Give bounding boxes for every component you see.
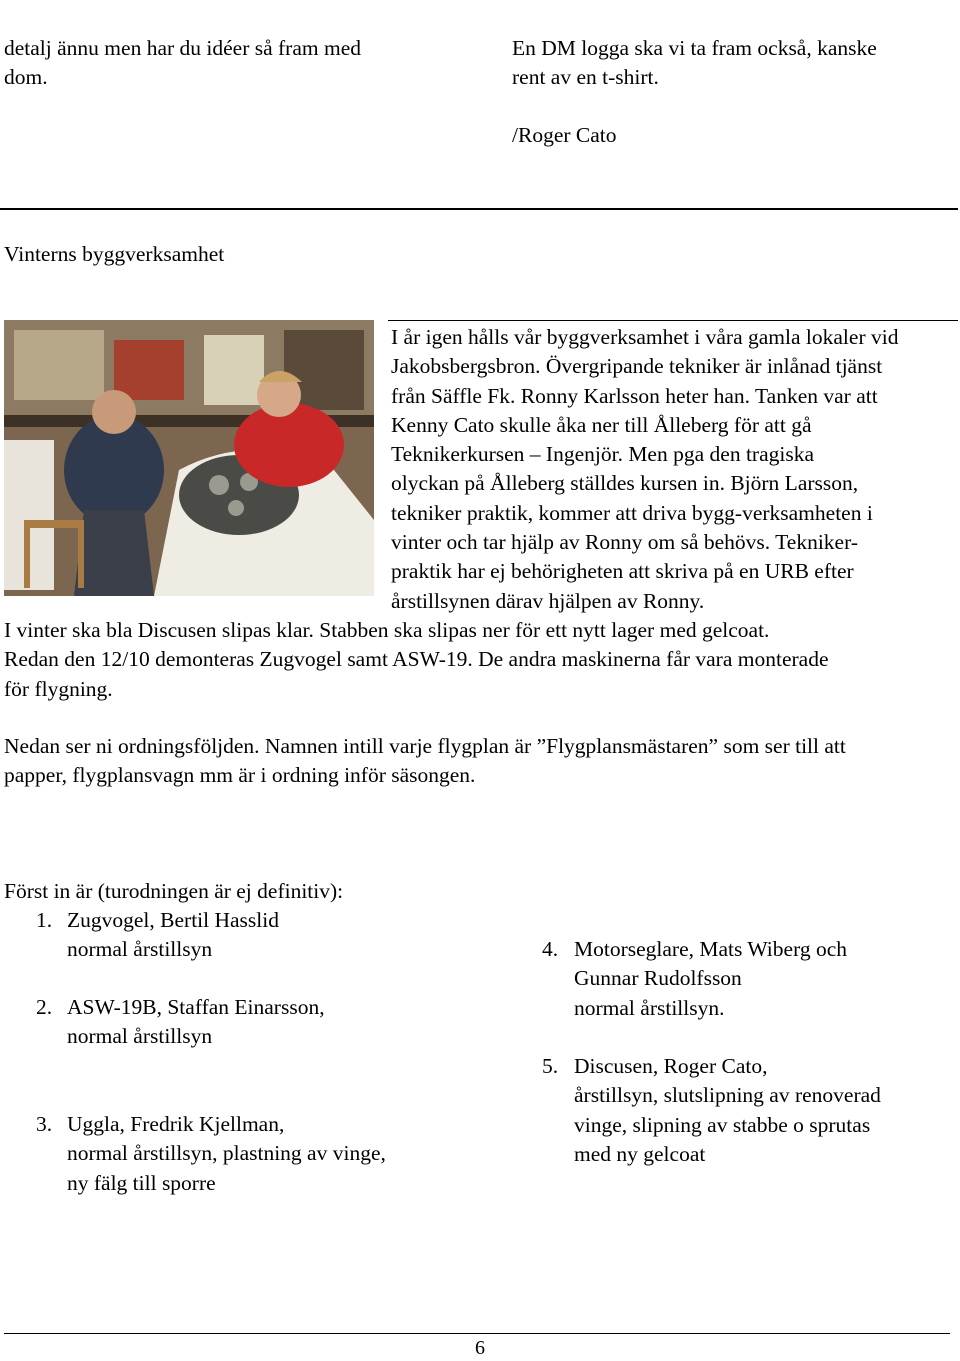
text-line: dom. <box>4 65 48 90</box>
article-right-column <box>391 323 898 616</box>
text-line: detalj ännu men har du idéer så fram med <box>4 36 361 60</box>
text-line: En DM logga ska vi ta fram också, kanske <box>512 36 877 60</box>
list-number: 1. <box>36 908 53 932</box>
article-rule <box>388 320 958 321</box>
workshop-photo <box>4 320 374 596</box>
text-line: Gunnar Rudolfsson <box>574 966 742 991</box>
footer-rule <box>4 1333 950 1334</box>
text-line: normal årstillsyn, plastning av vinge, <box>67 1141 386 1166</box>
text-line: praktik har ej behörigheten att skriva på en URB efter <box>391 559 854 584</box>
text-line: från Säffle Fk. Ronny Karlsson heter han. Tanken var att <box>391 383 878 408</box>
text-line: med ny gelcoat <box>574 1141 706 1166</box>
text-line: Motorseglare, Mats Wiberg och <box>574 937 848 961</box>
list-number: 4. <box>542 937 559 961</box>
text-line: vinge, slipning av stabbe o sprutas <box>574 1112 871 1137</box>
text-line: normal årstillsyn <box>67 1024 213 1049</box>
top-right-column <box>512 34 877 93</box>
signature: /Roger Cato <box>512 123 617 147</box>
text-line: Teknikerkursen – Ingenjör. Men pga den tragiska <box>391 442 814 467</box>
text-line: normal årstillsyn <box>67 937 213 962</box>
text-line: ASW-19B, Staffan Einarsson, <box>67 995 325 1019</box>
list-number: 3. <box>36 1112 53 1136</box>
text-line: Kenny Cato skulle åka ner till Ålleberg för att gå <box>391 412 812 437</box>
text-line: papper, flygplansvagn mm är i ordning inför säsongen. <box>4 763 476 788</box>
text-line: Jakobsbergsbron. Övergripande tekniker är inlånad tjänst <box>391 354 883 379</box>
order-intro <box>4 732 846 791</box>
workshop-photo-image <box>4 320 374 596</box>
text-line: Redan den 12/10 demonteras Zugvogel samt ASW-19. De andra maskinerna får vara monterade <box>4 647 829 672</box>
text-line: I år igen hålls vår byggverksamhet i våra gamla lokaler vid <box>391 325 899 349</box>
list-item-text <box>67 906 279 965</box>
article-full-width <box>4 616 829 704</box>
text-line: ny fälg till sporre <box>67 1170 216 1195</box>
list-item-text <box>574 935 847 1023</box>
text-line: normal årstillsyn. <box>574 995 725 1020</box>
text-line: årstillsynen därav hjälpen av Ronny. <box>391 588 705 613</box>
text-line: rent av en t-shirt. <box>512 65 659 90</box>
section-title: Vinterns byggverksamhet <box>4 242 225 266</box>
text-line: vinter och tar hjälp av Ronny om så behövs. Tekniker- <box>391 530 858 555</box>
list-number: 2. <box>36 995 53 1019</box>
page-number: 6 <box>475 1337 485 1359</box>
list-item-text <box>574 1052 881 1169</box>
section-divider <box>0 208 958 210</box>
text-line: I vinter ska bla Discusen slipas klar. Stabben ska slipas ner för ett nytt lager med gelcoat. <box>4 618 770 642</box>
text-line: Uggla, Fredrik Kjellman, <box>67 1112 285 1136</box>
text-line: Nedan ser ni ordningsföljden. Namnen intill varje flygplan är ”Flygplansmästaren” som ser till att <box>4 734 846 758</box>
text-line: för flygning. <box>4 676 113 701</box>
text-line: olyckan på Ålleberg ställdes kursen in. Björn Larsson, <box>391 471 859 496</box>
list-number: 5. <box>542 1054 559 1078</box>
text-line: Zugvogel, Bertil Hasslid <box>67 908 279 932</box>
list-item-text <box>67 993 325 1052</box>
list-item-text <box>67 1110 386 1198</box>
top-left-column <box>4 34 361 93</box>
text-line: årstillsyn, slutslipning av renoverad <box>574 1083 881 1108</box>
text-line: Discusen, Roger Cato, <box>574 1054 768 1078</box>
list-heading: Först in är (turodningen är ej definitiv): <box>4 879 344 903</box>
text-line: tekniker praktik, kommer att driva bygg-verksamheten i <box>391 500 873 525</box>
